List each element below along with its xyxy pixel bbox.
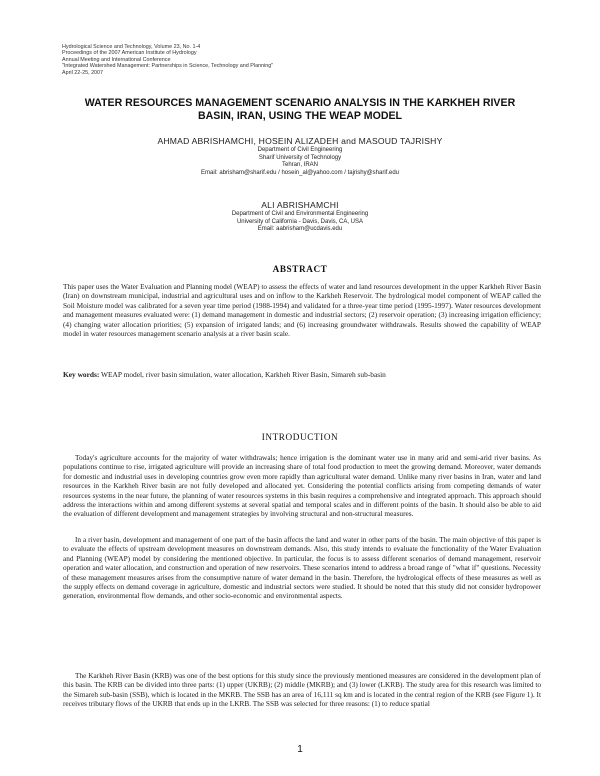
abstract-heading: ABSTRACT (272, 264, 328, 274)
paper-title (60, 97, 540, 123)
author-email: Email: abrisham@sharif.edu / hosein_al@yahoo.com / tajrishy@sharif.edu (200, 169, 400, 176)
header-line: "Integrated Watershed Management: Partnerships in Science, Technology and Planning" (62, 63, 274, 70)
title-line-1: WATER RESOURCES MANAGEMENT SCENARIO ANALYSIS IN THE KARKHEH RIVER (84, 97, 516, 109)
author-names: AHMAD ABRISHAMCHI, HOSEIN ALIZADEH and MASOUD TAJRISHY (157, 136, 443, 146)
header-line: Proceedings of the 2007 American Institute of Hydrology (62, 50, 197, 57)
introduction-heading: INTRODUCTION (261, 432, 339, 442)
author-department: Department of Civil Engineering (257, 147, 343, 153)
header-line: Annual Meeting and International Conference (62, 56, 171, 63)
header-line: April 22-25, 2007 (62, 69, 104, 76)
keywords (63, 370, 541, 379)
author-email: Email: aabrisham@ucdavis.edu (257, 226, 343, 233)
intro-paragraph-1: Today's agriculture accounts for the majority of water withdrawals; hence irrigation is the dominant water use in many arid and semi-arid river basins. As populations continue to rise, irrigated agriculture will provide an increasing share of total food production to meet the growing demand. Moreover, water demands for domestic and industrial uses in developing countries grow even more rapidly than agricultural water demand. Unlike many river basins in Iran, water and land resources in the Karkheh River basin are not fully developed and allocated yet. Considering the potential conflicts arising from competing demands of water resources systems in the near future, the planning of water resources systems in this basin requires a comprehensive and integrated approach. This approach should address the interactions within and among different systems at several spatial and temporal scales and in different points of the basin. It should also be able to aid the evaluation of different development and management strategies by involving structural and non-structural measures. (63, 453, 541, 519)
header-line: Hydrological Science and Technology, Volume 23, No. 1-4 (62, 44, 201, 50)
author-names: ALI ABRISHAMCHI (261, 200, 339, 210)
intro-paragraph-3: The Karkheh River Basin (KRB) was one of the best options for this study since the previously mentioned measures are considered in the development plan of this basin. The KRB can be divided into three parts: (1) upper (UKRB); (2) middle (MKRB); and (3) lower (LKRB). The study area for this research was limited to the Simareh sub-basin (SSB), which is located in the MKRB. The SSB has an area of 16,111 sq km and is located in the central region of the KRB (see Figure 1). It receives tributary flows of the UKRB that ends up in the LKRB. The SSB was selected for three reasons: (1) to reduce spatial (63, 671, 541, 709)
keywords-label: Key words: (63, 370, 100, 379)
author-city: Tehran, IRAN (281, 162, 318, 169)
title-line-2: BASIN, IRAN, USING THE WEAP MODEL (197, 110, 403, 122)
abstract-text: This paper uses the Water Evaluation and Planning model (WEAP) to assess the effects of water and land resources development in the upper Karkheh River Basin (Iran) on downstream municipal, industrial and agricultural uses and on inflow to the Karkheh Reservoir. The hydrological model component of WEAP called the Soil Moisture model was calibrated for a seven year time period (1988-1994) and validated for a three-year time period (1995-1997). Water resources development and management measures evaluated were: (1) demand management in domestic and industrial sectors; (2) reservoir operation; (3) increasing irrigation efficiency; (4) changing water allocation priorities; (5) expansion of irrigated lands; and (6) increasing groundwater withdrawals. Results showed the capability of WEAP model in water resources management scenario analysis at a river basin scale. (63, 282, 541, 339)
intro-paragraph-2: In a river basin, development and management of one part of the basin affects the land and water in other parts of the basin. The main objective of this paper is to evaluate the effects of upstream development measures on downstream demands. Also, this study intends to evaluate the functionality of the Water Evaluation and Planning (WEAP) model by considering the mentioned objective. In particular, the focus is to assess different scenarios of demand management, reservoir operation and water allocation, and construction and operation of new reservoirs. These scenarios intend to address a broad range of "what if" questions. Necessity of these management measures arises from the consumptive nature of water demand in the basin. Therefore, the hydrological effects of these measures as well as the supply effects on demand coverage in agriculture, domestic and industrial sectors were studied. It should be noted that this study did not consider hydropower generation, environmental flow demands, and other socio-economic and environmental aspects. (63, 535, 541, 601)
page-number: 1 (297, 744, 303, 755)
author-university: Sharif University of Technology (258, 154, 342, 161)
author-university: University of California - Davis, Davis, CA, USA (236, 218, 364, 225)
author-department: Department of Civil and Environmental Engineering (231, 211, 369, 217)
journal-header (62, 44, 462, 76)
author-block-1 (60, 136, 540, 177)
author-block-2 (60, 200, 540, 234)
keywords-text: WEAP model, river basin simulation, water allocation, Karkheh River Basin, Simareh sub-basin (99, 370, 386, 379)
